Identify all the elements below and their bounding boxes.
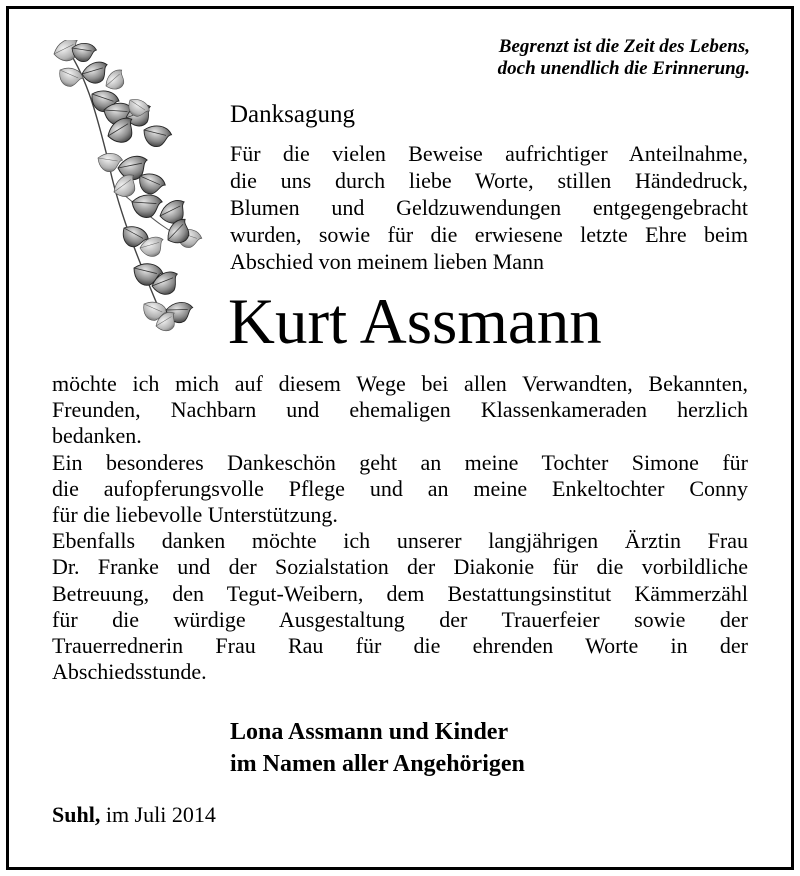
body-line: Abschiedsstunde. — [52, 659, 207, 685]
motto-line-1: Begrenzt ist die Zeit des Lebens, — [498, 36, 750, 57]
body-line: Ebenfalls danken möchte ich unserer langjährigen Ärztin Frau — [52, 528, 748, 554]
place-name: Suhl, — [52, 802, 101, 827]
place-date — [52, 802, 216, 828]
body-line: Trauerrednerin Frau Rau für die ehrenden Worte in der — [52, 633, 748, 659]
heading-danksagung: Danksagung — [230, 101, 355, 128]
date-text: im Juli 2014 — [105, 802, 216, 827]
intro-line: wurden, sowie für die erwiesene letzte Ehre beim — [230, 222, 748, 247]
body-line: für die würdige Ausgestaltung der Trauerfeier sowie der — [52, 606, 748, 632]
body-line: Freunden, Nachbarn und ehemaligen Klassenkameraden herzlich — [52, 397, 748, 423]
body-line: für die liebevolle Unterstützung. — [52, 502, 338, 528]
intro-paragraph — [230, 140, 748, 275]
intro-line: Abschied von meinem lieben Mann — [230, 249, 545, 274]
signature-block — [230, 716, 525, 780]
body-line: Betreuung, den Tegut-Weibern, dem Bestattungsinstitut Kämmerzähl — [52, 580, 748, 606]
body-line: möchte ich mich auf diesem Wege bei allen Verwandten, Bekannten, — [52, 371, 748, 396]
signature-line-1: Lona Assmann und Kinder — [230, 719, 509, 745]
body-paragraphs — [52, 371, 748, 685]
intro-line: Für die vielen Beweise aufrichtiger Anteilnahme, — [230, 141, 748, 166]
motto-quote — [498, 36, 750, 80]
intro-line: Blumen und Geldzuwendungen entgegengebracht — [230, 195, 748, 220]
body-line: Ein besonderes Dankeschön geht an meine Tochter Simone für — [52, 449, 748, 475]
body-line: bedanken. — [52, 423, 142, 449]
signature-line-2: im Namen aller Angehörigen — [230, 751, 525, 777]
motto-line-2: doch unendlich die Erinnerung. — [497, 58, 750, 79]
deceased-name: Kurt Assmann — [228, 286, 602, 358]
ivy-leaves-illustration — [48, 40, 218, 340]
body-line: Dr. Franke und der Sozialstation der Diakonie für die vorbildliche — [52, 554, 748, 580]
intro-line: die uns durch liebe Worte, stillen Händedruck, — [230, 168, 748, 193]
body-line: die aufopferungsvolle Pflege und an meine Enkeltochter Conny — [52, 475, 748, 501]
